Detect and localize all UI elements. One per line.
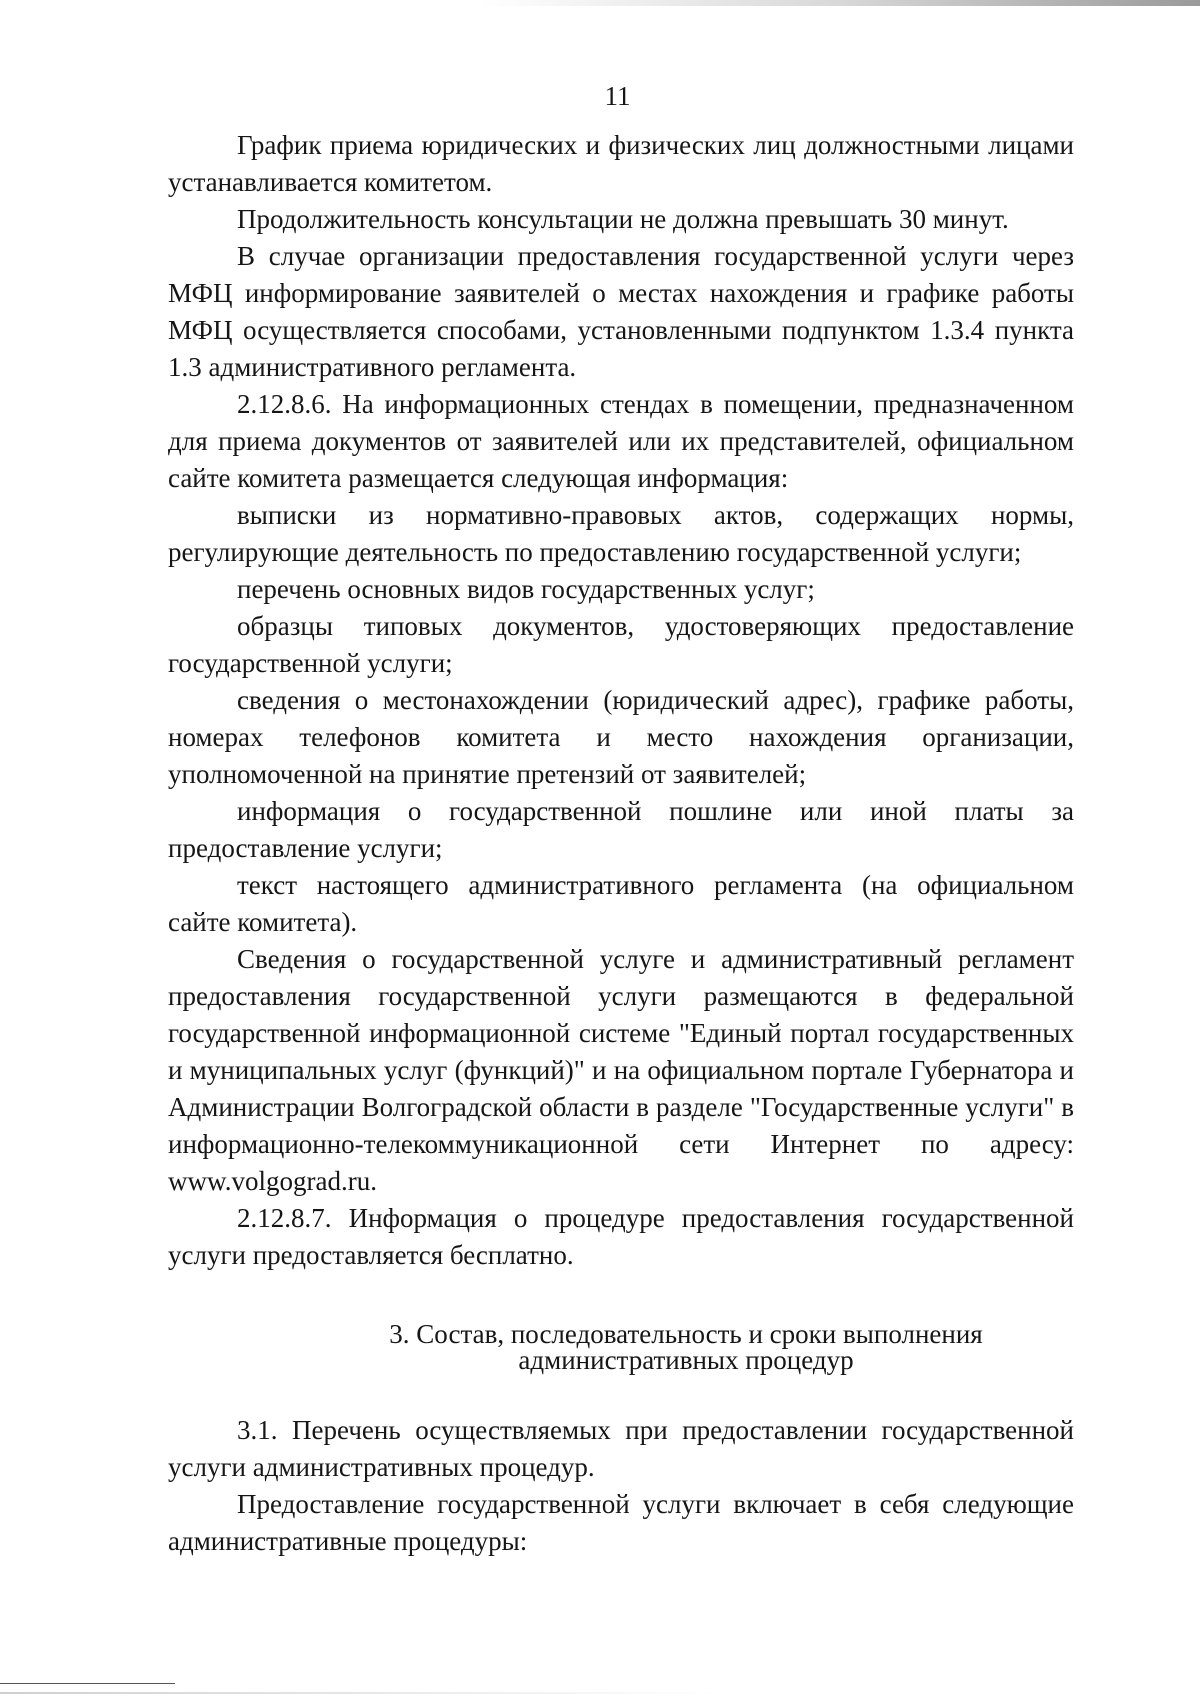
paragraph-portal-publication: Сведения о государственной услуге и административный регламент предоставления государственной услуги размещаются в федеральной государственной информационной системе "Единый портал государственных и муниципальных услуг (функций)" и на официальном портале Губернатора и Администрации Волгоградской области в разделе "Государственные услуги" в информационно-телекоммуникационной сети Интернет по адресу: www.volgograd.ru. bbox=[168, 944, 1074, 1196]
footnote-separator bbox=[0, 1683, 175, 1684]
page-number: 11 bbox=[604, 81, 631, 111]
scan-edge-bottom bbox=[0, 1692, 1200, 1694]
document-body bbox=[168, 127, 1074, 1560]
section-heading-line-2: административных процедур bbox=[518, 1345, 854, 1375]
scan-edge-top bbox=[0, 0, 1200, 6]
paragraph-mfc-informing: В случае организации предоставления государственной услуги через МФЦ информирование заявителей о местах нахождения и графике работы МФЦ осуществляется способами, установленными подпунктом 1.3.4 пункта 1.3 административного регламента. bbox=[168, 241, 1074, 382]
paragraph-reception-schedule: График приема юридических и физических лиц должностными лицами устанавливается комитетом. bbox=[168, 130, 1074, 197]
paragraph-2-12-8-6: 2.12.8.6. На информационных стендах в помещении, предназначенном для приема документов от заявителей или их представителей, официальном сайте комитета размещается следующая информация: bbox=[168, 389, 1074, 493]
paragraph-consultation-duration: Продолжительность консультации не должна превышать 30 минут. bbox=[237, 204, 1009, 234]
paragraph-procedures-intro: Предоставление государственной услуги включает в себя следующие административные процедуры: bbox=[168, 1489, 1074, 1556]
list-item-regulation-text: текст настоящего административного регламента (на официальном сайте комитета). bbox=[168, 870, 1074, 937]
section-heading bbox=[168, 1321, 1074, 1373]
paragraph-2-12-8-7: 2.12.8.7. Информация о процедуре предоставления государственной услуги предоставляется бесплатно. bbox=[168, 1203, 1074, 1270]
section-heading-line-1: 3. Состав, последовательность и сроки выполнения bbox=[389, 1319, 983, 1349]
list-item-state-fee: информация о государственной пошлине или иной платы за предоставление услуги; bbox=[168, 796, 1074, 863]
paragraph-3-1: 3.1. Перечень осуществляемых при предоставлении государственной услуги административных процедур. bbox=[168, 1415, 1074, 1482]
list-item-legal-extracts: выписки из нормативно-правовых актов, содержащих нормы, регулирующие деятельность по предоставлению государственной услуги; bbox=[168, 500, 1074, 567]
list-item-service-types: перечень основных видов государственных услуг; bbox=[237, 574, 815, 604]
list-item-document-samples: образцы типовых документов, удостоверяющих предоставление государственной услуги; bbox=[168, 611, 1074, 678]
list-item-location-info: сведения о местонахождении (юридический адрес), графике работы, номерах телефонов комитета и место нахождения организации, уполномоченной на принятие претензий от заявителей; bbox=[168, 685, 1074, 789]
